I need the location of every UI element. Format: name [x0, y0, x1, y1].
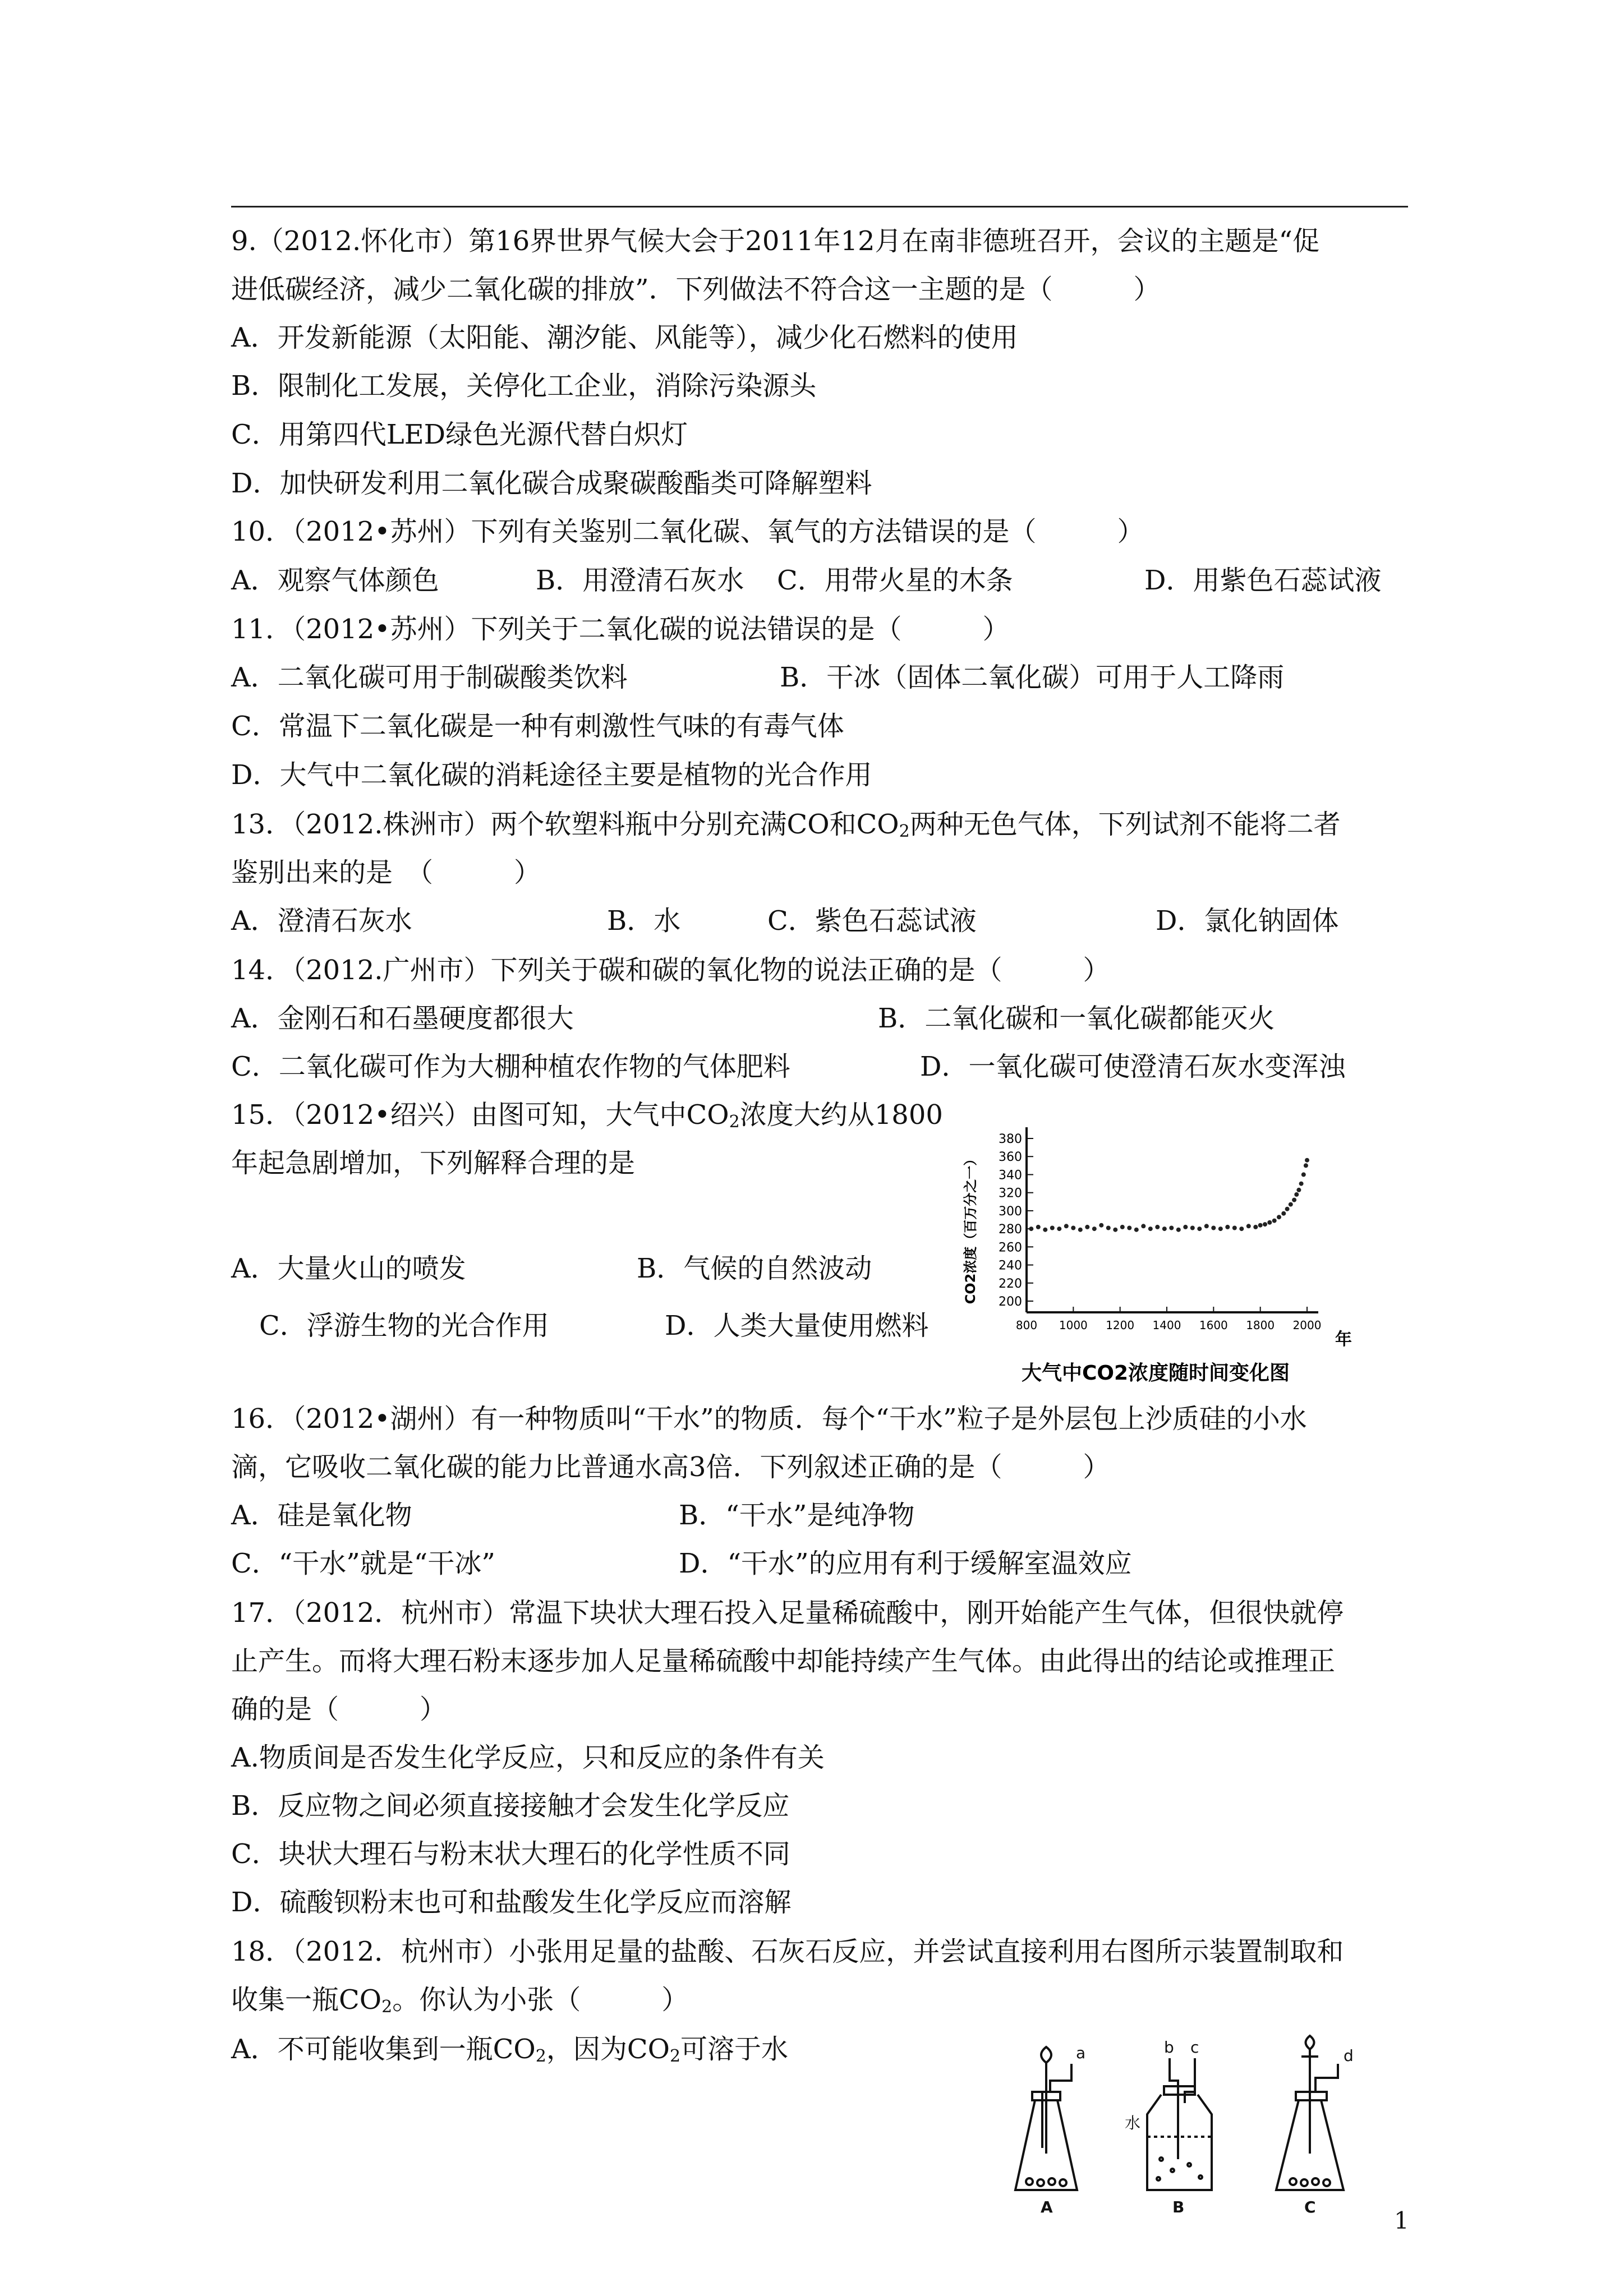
- flask-a: [1015, 2047, 1077, 2190]
- q9-option-b: B．限制化工发展，关停化工企业，消除污染源头: [231, 370, 817, 402]
- q11-option-d: D．大气中二氧化碳的消耗途径主要是植物的光合作用: [231, 759, 872, 791]
- chart-data-point: [1190, 1226, 1195, 1230]
- chart-data-point: [1155, 1225, 1160, 1229]
- q9-option-a: A．开发新能源（太阳能、潮汐能、风能等），减少化石燃料的使用: [231, 322, 1018, 353]
- page-number: 1: [1394, 2207, 1409, 2234]
- chart-data-point: [1141, 1224, 1145, 1228]
- q15-option-a: A．大量火山的喷发: [231, 1253, 466, 1284]
- chart-data-point: [1225, 1225, 1230, 1229]
- chart-data-point: [1285, 1207, 1290, 1211]
- figure-label-c: c: [1190, 2038, 1199, 2057]
- chart-data-point: [1050, 1226, 1055, 1230]
- figure-label-A: A: [1041, 2198, 1053, 2216]
- chart-xtick-label: 800: [1015, 1318, 1038, 1332]
- chart-data-point: [1183, 1225, 1188, 1229]
- q17-stem-line2: 止产生。而将大理石粉末逐步加人足量稀硫酸中却能持续产生气体。由此得出的结论或推理正: [231, 1645, 1336, 1677]
- q13-stem-line1: 13．（2012.株洲市）两个软塑料瓶中分别充满CO和$CO_2$两种无色气体，下列试剂不能将二者: [231, 809, 1341, 841]
- q14-option-d: D．一氧化碳可使澄清石灰水变浑浊: [920, 1051, 1346, 1082]
- q9-stem-line1: 9.（2012.怀化市）第16界世界气候大会于2011年12月在南非德班召开，会议的主题是“促: [231, 225, 1320, 257]
- chart-data-point: [1239, 1227, 1244, 1231]
- chart-ytick-label: 300: [999, 1204, 1022, 1219]
- chart-xtick-label: 1000: [1059, 1318, 1088, 1332]
- chart-xtick-label: 2000: [1292, 1318, 1322, 1332]
- header-rule: [231, 206, 1408, 208]
- q11-option-a: A．二氧化碳可用于制碳酸类饮料: [231, 662, 628, 693]
- chart-data-point: [1078, 1228, 1083, 1232]
- chart-data-point: [1099, 1223, 1103, 1228]
- figure-label-C: C: [1304, 2198, 1316, 2216]
- q9-option-c: C．用第四代LED绿色光源代替白炽灯: [231, 419, 688, 450]
- chart-ytick-label: 260: [999, 1241, 1022, 1255]
- q17-option-b: B．反应物之间必须直接接触才会发生化学反应: [231, 1790, 790, 1822]
- chart-data-point: [1232, 1226, 1237, 1230]
- chart-data-point: [1134, 1228, 1139, 1232]
- chart-ytick-label: 280: [999, 1223, 1022, 1237]
- chart-ytick-label: 380: [999, 1132, 1022, 1146]
- chart-data-point: [1267, 1220, 1272, 1225]
- q16-option-a: A．硅是氧化物: [231, 1500, 412, 1531]
- q9-stem-line2: 进低碳经济，减少二氧化碳的排放”．下列做法不符合这一主题的是（ ）: [231, 274, 1161, 305]
- q13-stem-line2: 鉴别出来的是 （ ）: [231, 857, 541, 888]
- q17-stem-line3: 确的是（ ）: [231, 1694, 447, 1725]
- chart-data-point: [1246, 1224, 1251, 1228]
- q15-stem-line1: 15．（2012•绍兴）由图可知，大气中$CO_2$浓度大约从1800: [231, 1099, 943, 1132]
- co2-concentration-chart: [948, 1116, 1363, 1396]
- chart-data-point: [1294, 1192, 1299, 1197]
- q10-option-b: B．用澄清石灰水: [536, 565, 744, 596]
- chart-ytick-label: 320: [999, 1186, 1022, 1201]
- chart-data-point: [1148, 1227, 1153, 1231]
- chart-data-point: [1036, 1225, 1041, 1229]
- q9-option-d: D．加快研发利用二氧化碳合成聚碳酸酯类可降解塑料: [231, 468, 872, 499]
- figure-label-B: B: [1172, 2198, 1185, 2216]
- chart-data-point: [1029, 1227, 1033, 1231]
- q14-option-b: B．二氧化碳和一氧化碳都能灭火: [878, 1003, 1275, 1034]
- q14-option-c: C．二氧化碳可作为大棚种植农作物的气体肥料: [231, 1051, 790, 1082]
- chart-data-point: [1258, 1223, 1263, 1228]
- q17-stem-line1: 17．（2012．杭州市）常温下块状大理石投入足量稀硫酸中，刚开始能产生气体，但很快就停: [231, 1597, 1344, 1629]
- chart-data-point: [1092, 1227, 1097, 1231]
- q10-option-c: C．用带火星的木条: [777, 565, 1013, 596]
- q15-stem-line2: 年起急剧增加，下列解释合理的是: [231, 1147, 636, 1179]
- chart-ylabel: [963, 1152, 978, 1304]
- chart-title: 大气中CO2浓度随时间变化图: [1021, 1362, 1290, 1385]
- q13-option-b: B．水: [607, 905, 681, 937]
- q14-option-a: A．金刚石和石墨硬度都很大: [231, 1003, 574, 1034]
- chart-data-point: [1253, 1225, 1258, 1229]
- chart-ylabel-text: CO2浓度（百万分之一）: [963, 1152, 978, 1304]
- figure-label-a: a: [1076, 2044, 1086, 2062]
- chart-data-point: [1218, 1227, 1223, 1231]
- q10-option-d: D．用紫色石蕊试液: [1144, 565, 1382, 596]
- q11-option-b: B．干冰（固体二氧化碳）可用于人工降雨: [780, 662, 1285, 693]
- q15-option-b: B．气候的自然波动: [637, 1253, 872, 1284]
- chart-xtick-label: 1600: [1199, 1318, 1228, 1332]
- q16-option-d: D．“干水”的应用有利于缓解室温效应: [679, 1548, 1132, 1579]
- chart-data-point: [1289, 1202, 1293, 1207]
- flask-c: [1276, 2036, 1344, 2190]
- chart-data-point: [1211, 1226, 1216, 1230]
- q18-option-a: A．不可能收集到一瓶$CO_2$，因为$CO_2$可溶于水: [231, 2034, 789, 2066]
- chart-data-point: [1304, 1163, 1308, 1168]
- chart-data-point: [1299, 1182, 1304, 1186]
- gas-apparatus-figure: [1010, 2030, 1402, 2221]
- chart-data-point: [1071, 1226, 1075, 1230]
- bottle-b: [1147, 2058, 1212, 2190]
- chart-ytick-label: 220: [999, 1276, 1022, 1291]
- chart-data-point: [1064, 1224, 1069, 1228]
- q16-stem-line1: 16．（2012•湖州）有一种物质叫“干水”的物质．每个“干水”粒子是外层包上沙质硅的小水: [231, 1403, 1307, 1435]
- chart-data-point: [1113, 1228, 1117, 1232]
- q17-option-d: D．硫酸钡粉末也可和盐酸发生化学反应而溶解: [231, 1887, 792, 1918]
- chart-data-point: [1120, 1225, 1125, 1229]
- q17-option-a: A.物质间是否发生化学反应，只和反应的条件有关: [231, 1742, 825, 1773]
- q17-option-c: C．块状大理石与粉末状大理石的化学性质不同: [231, 1838, 790, 1870]
- chart-data-point: [1197, 1227, 1202, 1231]
- chart-data-point: [1296, 1188, 1301, 1192]
- q11-option-c: C．常温下二氧化碳是一种有刺激性气味的有毒气体: [231, 711, 844, 742]
- chart-data-point: [1162, 1227, 1167, 1231]
- q18-stem-line1: 18．（2012．杭州市）小张用足量的盐酸、石灰石反应，并尝试直接利用右图所示装置制取和: [231, 1936, 1344, 1967]
- chart-ytick-label: 340: [999, 1168, 1022, 1183]
- chart-ytick-label: 240: [999, 1258, 1022, 1273]
- chart-xtick-label: 1200: [1106, 1318, 1135, 1332]
- chart-data-point: [1169, 1226, 1174, 1230]
- q16-stem-line2: 滴，它吸收二氧化碳的能力比普通水高3倍．下列叙述正确的是（ ）: [231, 1451, 1110, 1483]
- figure-label-b: b: [1164, 2038, 1174, 2057]
- q18-stem-line2: 收集一瓶$CO_2$。你认为小张（ ）: [231, 1984, 689, 2017]
- chart-xtick-label: 1800: [1246, 1318, 1275, 1332]
- q11-stem: 11．（2012•苏州）下列关于二氧化碳的说法错误的是（ ）: [231, 614, 1010, 645]
- q16-option-b: B．“干水”是纯净物: [679, 1500, 915, 1531]
- chart-data-point: [1043, 1228, 1047, 1232]
- chart-xlabel: 年: [1335, 1330, 1352, 1349]
- chart-data-point: [1106, 1226, 1111, 1230]
- chart-data-point: [1305, 1158, 1309, 1163]
- chart-data-point: [1281, 1211, 1286, 1216]
- chart-data-point: [1272, 1219, 1277, 1223]
- chart-xtick-label: 1400: [1152, 1318, 1181, 1332]
- chart-data-point: [1176, 1228, 1181, 1232]
- chart-data-point: [1292, 1198, 1296, 1202]
- figure-label-d: d: [1344, 2046, 1354, 2065]
- chart-data-point: [1127, 1226, 1131, 1230]
- q14-stem: 14．（2012.广州市）下列关于碳和碳的氧化物的说法正确的是（ ）: [231, 955, 1110, 986]
- q16-option-c: C．“干水”就是“干冰”: [231, 1548, 495, 1579]
- q10-option-a: A．观察气体颜色: [231, 565, 439, 596]
- q15-option-c: C．浮游生物的光合作用: [259, 1310, 549, 1341]
- chart-data-point: [1204, 1224, 1209, 1228]
- chart-data-point: [1277, 1215, 1281, 1219]
- chart-data-point: [1301, 1172, 1306, 1177]
- chart-data-point: [1263, 1222, 1267, 1227]
- chart-ytick-label: 360: [999, 1150, 1022, 1165]
- chart-ytick-label: 200: [999, 1295, 1022, 1309]
- figure-label-water: 水: [1125, 2114, 1141, 2132]
- q10-stem: 10．（2012•苏州）下列有关鉴别二氧化碳、氧气的方法错误的是（ ）: [231, 516, 1144, 547]
- q13-option-c: C．紫色石蕊试液: [767, 905, 977, 937]
- q13-option-a: A．澄清石灰水: [231, 905, 412, 937]
- chart-data-point: [1057, 1227, 1061, 1231]
- q15-option-d: D．人类大量使用燃料: [665, 1310, 929, 1341]
- chart-data-point: [1085, 1225, 1089, 1229]
- q13-option-d: D．氯化钠固体: [1156, 905, 1339, 937]
